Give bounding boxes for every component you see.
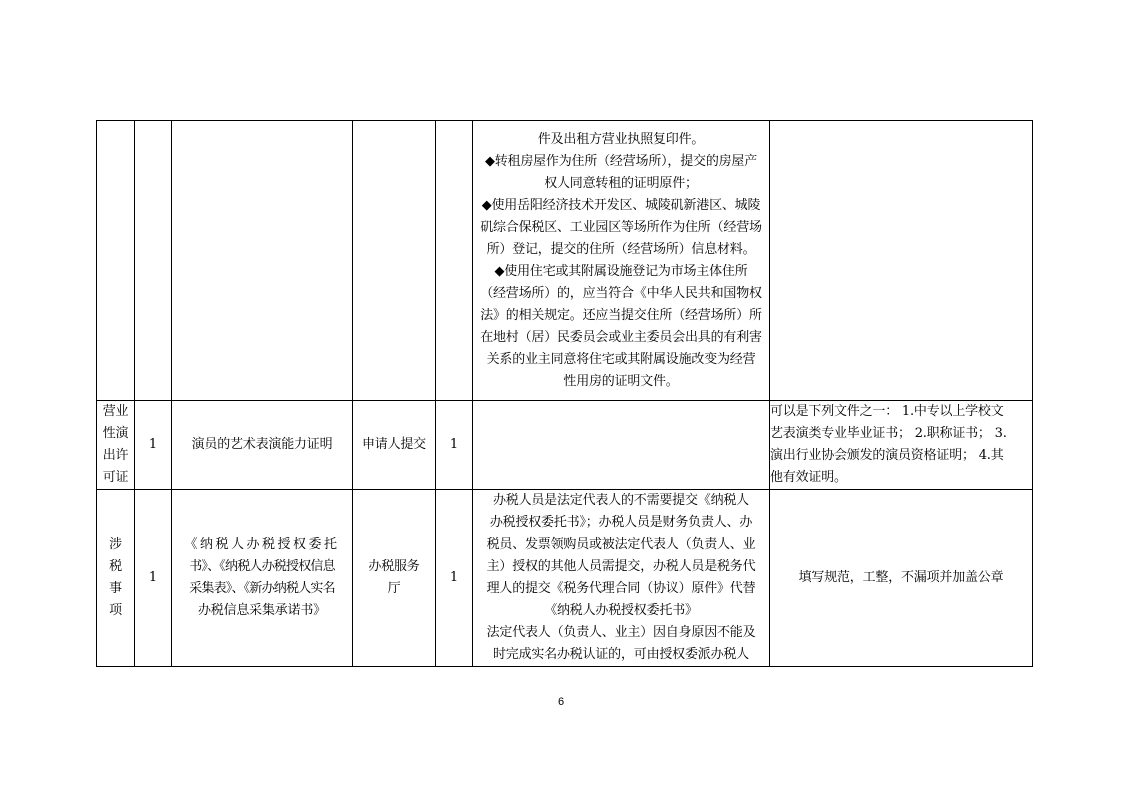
requirement-line: 件及出租方营业执照复印件。 [537,131,705,147]
materials-table [96,120,1033,667]
requirement-line: 矶综合保税区、工业园区等场所作为住所（经营场 [480,219,762,235]
requirement-line: 关系的业主同意将住宅或其附属设施改变为经营 [486,351,756,367]
copies-cell: 1 [436,490,473,667]
material-cell [172,121,353,401]
requirement-line: 税员、发票领购员或被法定代表人（负责人、业 [486,537,756,552]
source-cell [353,401,436,490]
requirement-line: 理人的提交《税务代理合同（协议）原件》代替 [486,581,756,596]
category-cell [97,401,135,490]
notes-cell [770,490,1033,667]
requirement-line: 办税授权委托书》；办税人员是财务负责人、办 [489,515,753,530]
requirement-line: 在地村（居）民委员会或业主委员会出具的有利害 [480,329,762,345]
note-line: 可以是下列文件之一： 1.中专以上学校文 [770,404,1004,419]
table-row [97,490,1033,667]
category-label: 性演 [102,426,129,441]
material-name: 办税信息采集承诺书》 [197,603,326,618]
notes-cell [770,121,1033,401]
requirements-cell [473,490,770,667]
source-cell [353,490,436,667]
requirements-cell [473,401,770,490]
requirement-line: ◆使用岳阳经济技术开发区、城陵矶新港区、城陵 [481,197,761,213]
notes-cell [770,401,1033,490]
material-cell [172,401,353,490]
category-label: 项 [109,603,122,618]
requirement-line: 办税人员是法定代表人的不需要提交《纳税人 [492,493,749,508]
source-cell [353,121,436,401]
category-cell [97,490,135,667]
requirement-line: ◆转租房屋作为住所（经营场所），提交的房屋产 [484,153,758,169]
category-label: 税 [109,559,122,574]
category-cell [97,121,135,401]
note-line: 他有效证明。 [770,470,847,485]
category-label: 可证 [102,470,129,485]
page-number: 6 [557,696,565,708]
note-line: 填写规范，工整，不漏项并加盖公章 [798,570,1004,585]
table-row [97,401,1033,490]
material-name: 书》、《纳税人办税授权信息 [189,559,335,574]
copies-cell: 1 [436,401,473,490]
seq-cell: 1 [135,401,172,490]
seq-cell [135,121,172,401]
requirement-line: 主）授权的其他人员需提交，办税人员是税务代 [486,559,756,574]
requirement-line: （经营场所）的，应当符合《中华人民共和国物权 [480,285,762,301]
material-name: 采集表》、《新办纳税人实名 [189,581,335,596]
requirement-line: 权人同意转租的证明原件； [544,175,698,191]
copies-cell [436,121,473,401]
note-line: 演出行业协会颁发的演员资格证明； 4.其 [770,448,1004,463]
requirement-line: 法定代表人（负责人、业主）因自身原因不能及 [486,625,756,640]
material-cell [172,490,353,667]
seq-cell: 1 [135,490,172,667]
requirements-cell [473,121,770,401]
category-label: 营业 [102,404,129,419]
table-row [97,121,1033,401]
material-name: 《纳税人办税授权委托 [184,537,340,552]
requirement-line: ◆使用住宅或其附属设施登记为市场主体住所 [494,263,748,279]
requirement-line: 法》的相关规定。还应当提交住所（经营场所）所 [480,307,762,323]
source-label: 办税服务 [368,559,420,574]
source-label: 厅 [387,581,401,596]
requirement-line: 所）登记，提交的住所（经营场所）信息材料。 [486,241,756,257]
requirement-line: 时完成实名办税认证的，可由授权委派办税人 [492,647,749,662]
category-label: 出许 [102,448,129,463]
material-name: 演员的艺术表演能力证明 [191,437,333,452]
category-label: 涉 [109,537,122,552]
requirement-line: 《纳税人办税授权委托书》 [544,603,698,618]
category-label: 事 [109,581,122,596]
requirement-line: 性用房的证明文件。 [563,373,679,389]
source-label: 申请人提交 [361,437,426,452]
note-line: 艺表演类专业毕业证书； 2.职称证书； 3. [770,426,1007,441]
